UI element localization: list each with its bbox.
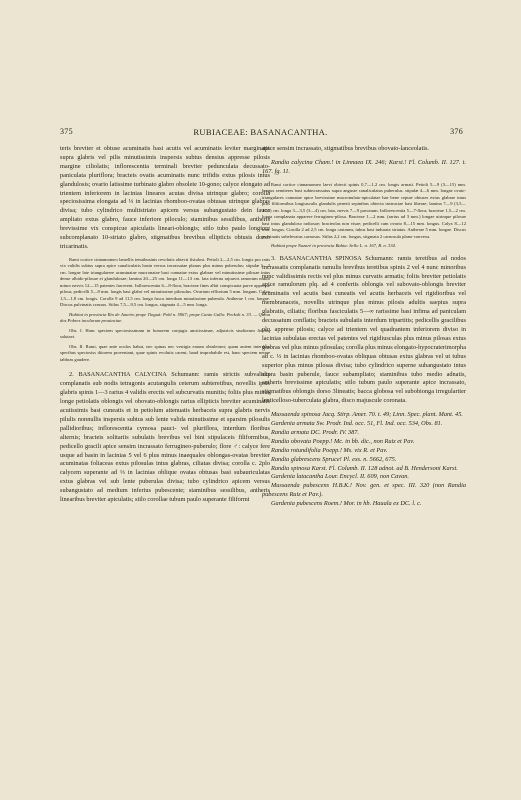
synonym-entry: Mussaenda pubescens H.B.K.! Nov. gen. et spec. III. 320 (non Randia pubescens Ruiz et Pav.). [262,482,466,499]
morphology-note-right: Rami cortice cinnamomeo laevi obtecti spinis 0,7—1,2 cm. longis armati. Petioli 5—9 (3—15) mm. longus semiteres basi subincrassatus supra anguste canaliculatus puberulus. stipulæ 4—6 mm. longae ovato-triangulares connatae apice brevissime mucronulato-apiculatae hae bene ceptae obtuses extus glabrae intus pilis filiformibus longiusculis glandulis penetit sepinibus obtecta instructae basi liberae; lamina 7—9 (3,5—10,5) cm. longa 3—3,5 (3—4) cm. lata, nervis 7—9 pavonum. Inflorescentia 5—7-flora; bracteae 1,5—2 cm. longa complanata apparere ferrugineo-pilosa. Bracteae 1—2 mm. (rarius ad 3 mm.) longae utrinque pilosae basi intus glanduloso radiosae; bracteolas non visae; pedicelli cum ovario 8—15 mm. longus. Calyx 8—12 mm. longus. Corolla 2 ad 2,5 cm. longa castanea, tubus basi indurata striatus. Antherae 5 mm. longae. Discus pulvinatis subelevatus carnosus. Stilus 2,2 cm. longus, stigmata 2 carnosula plano-convexa. [262,181,466,239]
species-3-description: 3. BASANACANTHA SPINOSA Schumann: ramis teretibus ad nodos incrassatis complanatis ramulis brevibus teretibus spinis 2 vel 4 nunc minoribus nunc validissimis rectis vel plus minus curvatis armatis; foliis breviter petiolatis apice ramulorum plq. ad 4 confertis oblongis vel subovato-oblongis breviter acuminatis vel acutis basi cuneatis vel acutis herbaceis vel rigidioribus vel membranaceis, novellis utrinque plus minus pilosis adultis saepius supra glabratis, ciliatis; floribus fasciculatis 5—∞ rarissime basi infima ad paniculam decussatum conflatis; bracteis subulatis interdum tripartitis; pedicellis gracilibus plq. apprese pilosis; calyce ad trientem vel quadrantem inferiorem diviso in lacinias subulatas erectas vel patentes vel rigidiusculas plus minus pilosas extus glabras vel plus minus pilosulas; corolla plus minus elongato-hypocraterimorpha ad c. ⅓ in lacinias rhomboo-ovatas obliquas obtusas extus glabras vel ut tubus superior plus minus pilosas divisa; tubo cylindrico superne subangustato intus supra basin puberule, fauce subampliato; staminibus tubo medio adnatis, antheris brevissime apiculatis; stilo tubum paulo superante apice incrassato, stigmatibus oblongis dorso 3lineatis; bacca globosa vel subobionga irregulariter lenticelloso-tuberculata glabra, disco majuscule coronata. [262,254,466,405]
description-end: apice sensim incrassato, stigmatibus brevibus obovato-lanceolatis. [262,145,430,152]
synonym-entry: Mussaenda spinosa Jacq. Stirp. Amer. 70. t. 49; Linn. Spec. plant. Mant. 45. [271,411,463,419]
running-title: RUBIACEAE: BASANACANTHA. [193,127,328,137]
synonym-entry: Randia glabrescens Spruce! Pl. exs. n. 5662, 675. [271,455,397,463]
synonymy-list [262,411,466,509]
habitat-note-right: Habitat prope Nazaré in provincia Bahia: Sello L. n. 167, B. n. 334. [271,243,396,249]
page-number-left: 375 [60,127,73,136]
species-2-description: 2. BASANACANTHA CALYCINA Schumann: ramis strictis subvalidis complanatis sub nodis tetragonis acutangulis ceterum subteretibus, novellis ipsis glabris spinis 1—3 rarius 4 validis erectis vel subcurvatis munitis; foliis plus minus longe petiolatis oblongis vel obovato-oblongis rarius ellipticis breviter acuminatis acutissimis basi cuneatis et in petiolum attenuatis herbaceis supra glabris nervis pilulis nonnullis inspersis subtus sub lente valida minutissime et sparsim pilosulis pallidioribus; inflorescentia cymosa pauci- vel pluriflora, interdum floribus alternis; bracteis solitariis subulatis brevibus vel bini stipulaceis filiformibus, pedicello gracili apice sensim incrassato ferrugineo-puberulo; flore ♂: calyce fere usque ad basin in lacinias 5 vel 6 plus minus inaequales oblongas-ovatas breviter acuminatas foliaceas extus pilosulas intus glabras, ciliatas divisa; corolla c. 2plo calycem superante ad ⅓ in lacinias oblique ovatas obtusas basi subauriculatas extus glabras vel sub lente puberulas divisa; tubo cylindrico apicem versus subangustato ad medium inferius pubescente; staminibus sessilibus, antheris linearibus breviter apiculatis; stilo corollae tubum paulo superante filiformi [60,371,270,504]
description-continued: teris breviter et obtuse acuminatis basi acutis vel acuminatis leviter marginatis supra glabris vel pilis minutissimis inspersis subtus densius appresse pilosis margine ciliolatis; inflorescentia terminali breviter pedunculata decussato-paniculata pluriflora; bracteis ovatis acuminatis nunc trifidis extus pilosis intus glandulosis; ovario latissime turbinato glabro obsolete 10-gono; calyce elongato ad trientem inferiorem in lacinias lineares acutas divisa utrinque glabro; corolla speciosissima elongata ad ⅓ in lacinias rhomboo-ovatas obtusas utrinque glabras divisa; tubo cylindrico multistriato apicem versus subangustato dein fauce ampliato extus glabro, fauce inferiore piloculo; staminibus sessilibus, antheris brevissime vix conspicue apiculatis lineari-oblongis; stilo tubo paulo longiore subcomplanato 10-striato glabro, stigmatibus brevibus ellipticis obtusis dorso tricarinatis. [60,145,270,250]
page-number-right: 376 [450,127,463,136]
running-header [0,127,521,139]
left-column [60,145,270,505]
notes-block [60,257,270,364]
habitat-note: Habitat in provincia Rio de Janeiro prope Tinguá: Pohl n. 5967; prope Canto Gallo: Peckolt n. 33. — Quina dos Pobres incolarum prouinciae. [60,311,270,324]
observation-2: Obs. II. Rami, quae ante oculos habui, nec spinas nec vestigia earum obtulerunt; quam autem interdum specibus speciosiss diiorem proveniant, quae spinis evolutis carent, haud improbabile est, hanc speciem neque tabbras gaudere. [60,343,270,362]
synonym-entry: Randia rotundifolia Poepp.! Ms. vix R. et Pav. [271,446,388,454]
synonym-citation: Randia calycina Cham.! in Linnaea IX. 246; Karst.! Fl. Columb. II. 127. t. 167. fg. 11. [262,158,466,175]
synonym-entry: Gardenia armata Sw. Prodr. Ind. occ. 51, Fl. Ind. occ. 534, Obs. 81. [271,420,443,428]
synonym-entry: Randia spinosa Karst. Fl. Columb. II. 128 adnot. ad B. Hendersoni Karst. [271,464,458,472]
synonym-entry: Randia armata DC. Prodr. IV. 387. [271,428,359,436]
synonym-entry: Gardenia pubescens Roem.! Mor. in hb. Hauala ex DC. l. c. [271,500,422,508]
notes-block-right [262,182,466,241]
morphology-note: Rami cortice cinnamomeo lamellis tenuibusinis revolutis obtecti fistulosi. Petioli 2—2,5 cm. longis pro ratis vix validis subtus supra apice canaliculatis basin versus incrassatae planus plus minus puberulus; stipulæ 1—2 cm. longae late triangularere acuminatae mucronatae basi connatae extus glabrae vel minutissime pilosae intus dense albido-pilosae et glandulosae; lamina 20—25 cm. longa 11—13 cm. lata inferna rajuuvis ramorum multo minor nervis 12—15 patentes farcerent. Inflorescentia 6—8-flora; bracteae fines albii conspicuata parve appresse pilosa; pedicelli 5—8 mm. longis basi glabri vel minutissime pilosulus. Ovarium efflorium 5 mm. longum. Calyx 1,5—1,8 cm. longis. Corolla 9 ad 11,5 cm. longa fusca interdum minutissime puberula. Antherae 1 cm. longae. Discus pulvinatis crassus. Stilus 7,5—9,5 cm. longus, stigmata 4—5 mm. longa. [60,256,270,308]
synonym-entry: Randia obovata Poepp.! Mc. in bb. dic., non Ruiz et Pav. [271,437,415,445]
synonym-entry: Gardenia latacantha Lour. Encycl. II. 609, non Cavan. [271,473,409,481]
observation-1: Obs. I. Hanc speciem speciosissimam in honorem conjugis amicissimae, adjutricis studiorum fidelis, salutavi. [60,327,270,340]
right-column [262,145,466,509]
